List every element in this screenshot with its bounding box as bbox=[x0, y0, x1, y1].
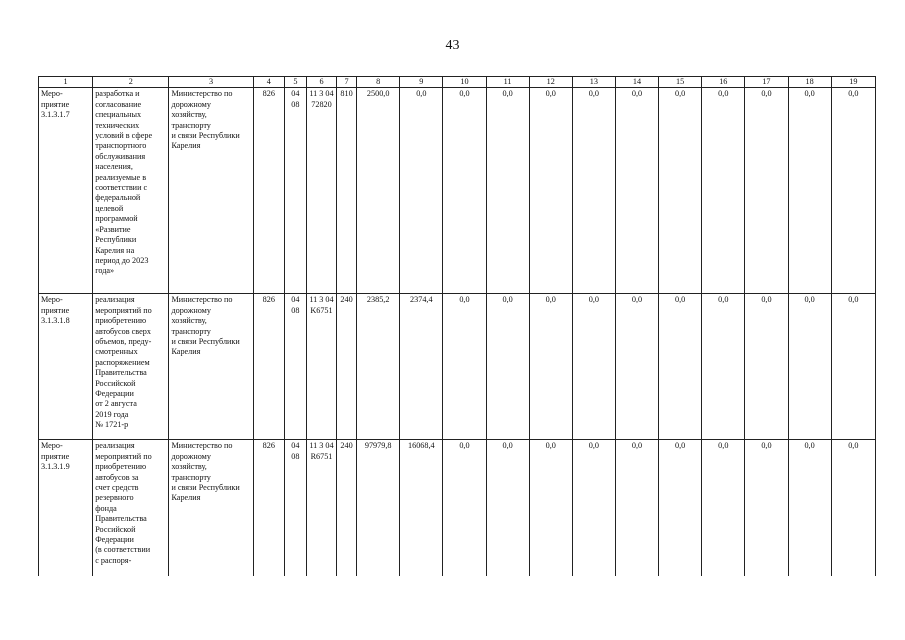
amount-cell: 0,0 bbox=[572, 440, 615, 576]
amount-cell: 0,0 bbox=[615, 440, 658, 576]
amount-cell: 0,0 bbox=[572, 88, 615, 294]
amount-cell: 2385,2 bbox=[357, 294, 400, 440]
column-header: 2 bbox=[93, 77, 169, 88]
column-header: 19 bbox=[831, 77, 875, 88]
amount-cell: 0,0 bbox=[615, 294, 658, 440]
amount-cell: 0,0 bbox=[788, 440, 831, 576]
description-cell: разработка и согласование специальных технических условий в сфере транспортного обслуживания населения, реализуемые в соответствии с федеральной целевой программой «Развитие Республики Карелия на период до 2023 года» bbox=[93, 88, 169, 294]
amount-cell: 0,0 bbox=[702, 440, 745, 576]
table-row bbox=[39, 88, 876, 294]
activity-cell: Меро- приятие 3.1.3.1.8 bbox=[39, 294, 93, 440]
target-item-cell: 11 3 04 K6751 bbox=[306, 294, 336, 440]
expense-type-cell: 240 bbox=[337, 294, 357, 440]
amount-cell: 0,0 bbox=[400, 88, 443, 294]
column-header: 16 bbox=[702, 77, 745, 88]
amount-cell: 2500,0 bbox=[357, 88, 400, 294]
amount-cell: 0,0 bbox=[529, 440, 572, 576]
amount-cell: 0,0 bbox=[831, 440, 875, 576]
amount-cell: 0,0 bbox=[486, 440, 529, 576]
amount-cell: 0,0 bbox=[702, 294, 745, 440]
page-number: 43 bbox=[445, 38, 460, 53]
amount-cell: 0,0 bbox=[615, 88, 658, 294]
amount-cell: 0,0 bbox=[572, 294, 615, 440]
expense-type-cell: 810 bbox=[337, 88, 357, 294]
amount-cell: 0,0 bbox=[831, 294, 875, 440]
column-header: 12 bbox=[529, 77, 572, 88]
column-header: 11 bbox=[486, 77, 529, 88]
amount-cell: 0,0 bbox=[702, 88, 745, 294]
amount-cell: 0,0 bbox=[831, 88, 875, 294]
description-cell: реализация мероприятий по приобретению автобусов сверх объемов, преду- смотренных распоряжением Правительства Российской Федерации от 2 августа 2019 года № 1721-р bbox=[93, 294, 169, 440]
executor-cell: Министерство по дорожному хозяйству, транспорту и связи Республики Карелия bbox=[169, 440, 253, 576]
target-item-cell: 11 3 04 R6751 bbox=[306, 440, 336, 576]
executor-cell: Министерство по дорожному хозяйству, транспорту и связи Республики Карелия bbox=[169, 88, 253, 294]
header-row bbox=[39, 77, 876, 88]
amount-cell: 0,0 bbox=[745, 440, 788, 576]
column-header: 3 bbox=[169, 77, 253, 88]
amount-cell: 0,0 bbox=[745, 294, 788, 440]
amount-cell: 0,0 bbox=[659, 294, 702, 440]
table-row bbox=[39, 440, 876, 576]
admin-code-cell: 826 bbox=[253, 440, 284, 576]
amount-cell: 0,0 bbox=[788, 88, 831, 294]
admin-code-cell: 826 bbox=[253, 88, 284, 294]
column-header: 9 bbox=[400, 77, 443, 88]
column-header: 8 bbox=[357, 77, 400, 88]
section-code-cell: 04 08 bbox=[284, 294, 306, 440]
amount-cell: 2374,4 bbox=[400, 294, 443, 440]
section-code-cell: 04 08 bbox=[284, 88, 306, 294]
amount-cell: 0,0 bbox=[486, 294, 529, 440]
column-header: 4 bbox=[253, 77, 284, 88]
section-code-cell: 04 08 bbox=[284, 440, 306, 576]
amount-cell: 0,0 bbox=[659, 88, 702, 294]
amount-cell: 0,0 bbox=[486, 88, 529, 294]
description-cell: реализация мероприятий по приобретению автобусов за счет средств резервного фонда Правительства Российской Федерации (в соответствии с распоря- bbox=[93, 440, 169, 576]
column-header: 10 bbox=[443, 77, 486, 88]
column-header: 1 bbox=[39, 77, 93, 88]
amount-cell: 16068,4 bbox=[400, 440, 443, 576]
activity-cell: Меро- приятие 3.1.3.1.7 bbox=[39, 88, 93, 294]
column-header: 17 bbox=[745, 77, 788, 88]
table-row bbox=[39, 294, 876, 440]
budget-table bbox=[38, 76, 876, 576]
expense-type-cell: 240 bbox=[337, 440, 357, 576]
column-header: 15 bbox=[659, 77, 702, 88]
amount-cell: 97979,8 bbox=[357, 440, 400, 576]
column-header: 6 bbox=[306, 77, 336, 88]
amount-cell: 0,0 bbox=[529, 294, 572, 440]
column-header: 5 bbox=[284, 77, 306, 88]
activity-cell: Меро- приятие 3.1.3.1.9 bbox=[39, 440, 93, 576]
amount-cell: 0,0 bbox=[443, 440, 486, 576]
amount-cell: 0,0 bbox=[529, 88, 572, 294]
column-header: 14 bbox=[615, 77, 658, 88]
amount-cell: 0,0 bbox=[788, 294, 831, 440]
amount-cell: 0,0 bbox=[443, 294, 486, 440]
executor-cell: Министерство по дорожному хозяйству, транспорту и связи Республики Карелия bbox=[169, 294, 253, 440]
column-header: 7 bbox=[337, 77, 357, 88]
column-header: 13 bbox=[572, 77, 615, 88]
amount-cell: 0,0 bbox=[659, 440, 702, 576]
amount-cell: 0,0 bbox=[745, 88, 788, 294]
amount-cell: 0,0 bbox=[443, 88, 486, 294]
admin-code-cell: 826 bbox=[253, 294, 284, 440]
column-header: 18 bbox=[788, 77, 831, 88]
target-item-cell: 11 3 04 72820 bbox=[306, 88, 336, 294]
